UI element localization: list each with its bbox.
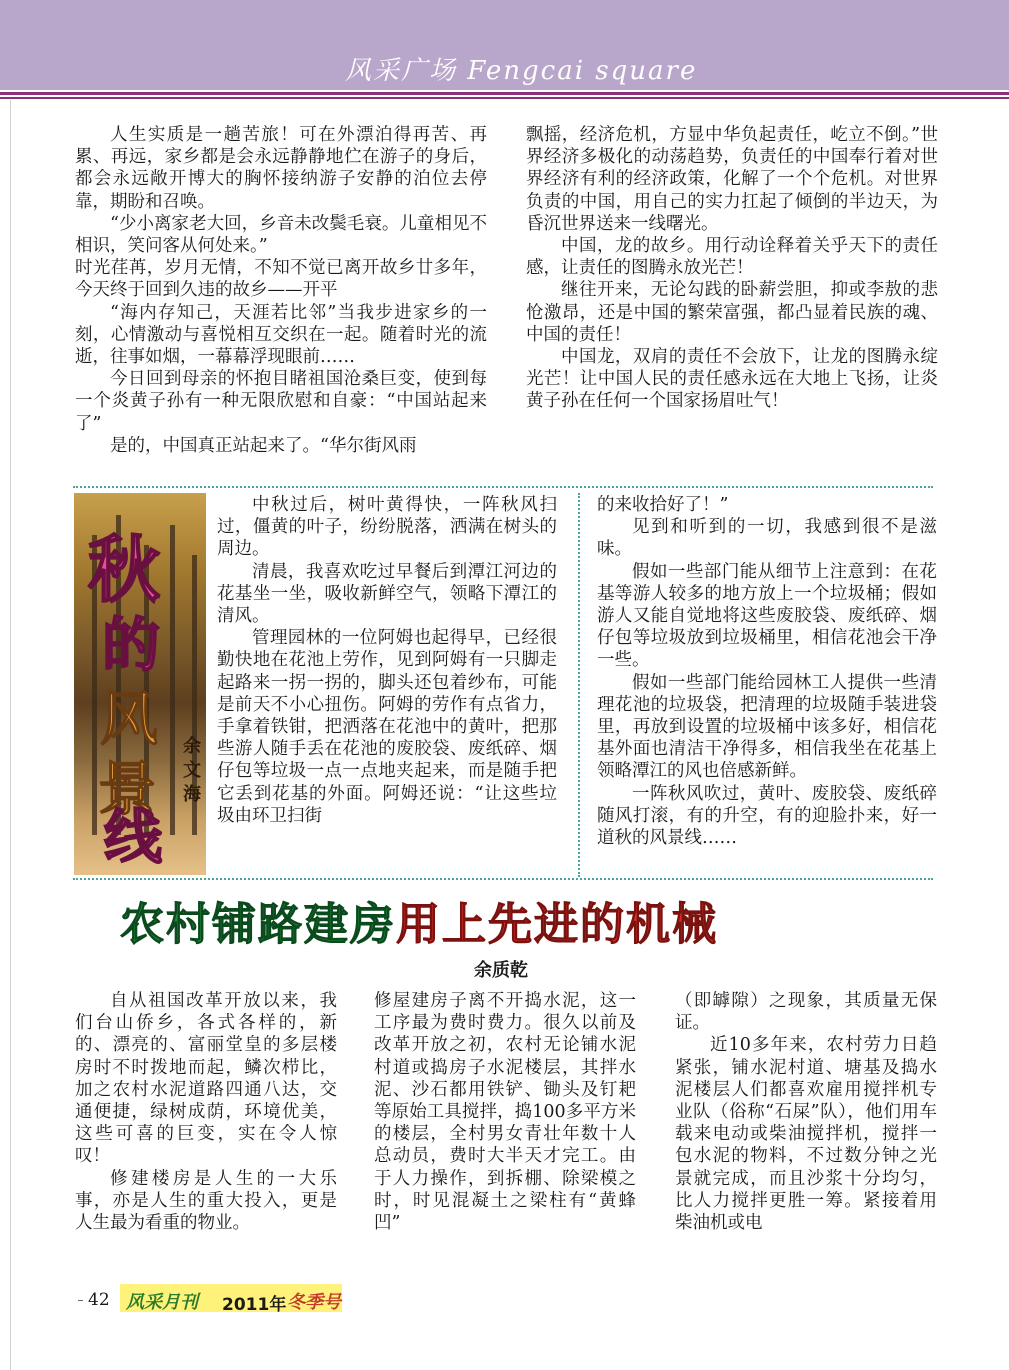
article3-headline	[120, 888, 718, 952]
article1-right-column	[526, 124, 938, 413]
article2-left-column	[217, 494, 557, 827]
paragraph: 修屋建房子离不开捣水泥，这一工序最为费时费力。很久以前及改革开放之初，农村无论铺水泥村道或捣房子水泥楼层，其拌水泥、沙石都用铁铲、锄头及钉耙等原始工具搅拌，捣100多平方米的楼层，全村男女青壮年数十人总动员，费时大半天才完工。由于人力操作，到拆棚、除梁模之时，时见混凝土之梁柱有“黄蜂凹”	[374, 991, 636, 1234]
paragraph: 今日回到母亲的怀抱目睹祖国沧桑巨变，使到每一个炎黄子孙有一种无限欣慰和自豪：“中国站起来了”	[75, 369, 487, 434]
paragraph: 时光荏苒，岁月无情，不知不觉已离开故乡廿多年，今天终于回到久违的故乡——开平	[75, 258, 487, 301]
article3-column-3	[675, 990, 937, 1234]
paragraph: 清晨，我喜欢吃过早餐后到潭江河边的花基坐一坐，吸收新鲜空气，领略下潭江的清风。	[217, 561, 557, 627]
article2-title-char: 线	[104, 803, 163, 871]
article3-column-2	[374, 990, 636, 1234]
paragraph: 中国，龙的故乡。用行动诠释着关乎天下的责任感，让责任的图腾永放光芒！	[526, 236, 938, 279]
paragraph: 近10多年来，农村劳力日趋紧张，铺水泥村道、塘基及捣水泥楼层人们都喜欢雇用搅拌机专业队（俗称“石屎”队），他们用车载来电动或柴油搅拌机，搅拌一包水泥的物料，不过数分钟之光景就完成，而且沙浆十分均匀，比人力搅拌更胜一筹。紧接着用柴油机或电	[675, 1035, 937, 1234]
article2-title-char: 秋	[88, 527, 161, 612]
paragraph: （即罅隙）之现象，其质量无保证。	[675, 991, 937, 1034]
paragraph: 管理园林的一位阿姆也起得早，已经很勤快地在花池上劳作，见到阿姆有一只脚走起路来一拐一拐的，脚头还包着纱布，可能是前天不小心扭伤。阿姆的劳作有点省力，手拿着铁钳，把洒落在花池中的黄叶，把那些游人随手丢在花池的废胶袋、废纸碎、烟仔包等垃圾一点一点地夹起来，而是随手把它丢到花基的外面。阿姆还说：“让这些垃圾由环卫扫街	[217, 628, 557, 826]
section-divider	[73, 486, 933, 488]
header-divider	[0, 92, 1009, 95]
paragraph: 修建楼房是人生的一大乐事，亦是人生的重大投入，更是人生最为看重的物业。	[75, 1168, 337, 1234]
paragraph: “海内存知己，天涯若比邻”当我步进家乡的一刻，心情激动与喜悦相互交织在一起。随着时光的流逝，往事如烟，一幕幕浮现眼前……	[75, 302, 487, 368]
page-number: 42	[88, 1290, 110, 1310]
paragraph: 一阵秋风吹过，黄叶、废胶袋、废纸碎随风打滚，有的升空，有的迎脸扑来，好一道秋的风景线……	[597, 783, 937, 849]
paragraph: 假如一些部门能从细节上注意到：在花基等游人较多的地方放上一个垃圾桶；假如游人又能自觉地将这些废胶袋、废纸碎、烟仔包等垃圾放到垃圾桶里，相信花池会干净一些。	[597, 561, 937, 671]
paragraph: 见到和听到的一切，我感到很不是滋味。	[597, 517, 937, 560]
article3-author: 余质乾	[474, 960, 528, 981]
article2-title-char: 风	[100, 685, 159, 753]
magazine-name: 风采月刊	[126, 1292, 198, 1313]
paragraph: 人生实质是一趟苦旅！可在外漂泊得再苦、再累、再远，家乡都是会永远静静地伫在游子的身后，都会永远敞开博大的胸怀接纳游子安静的泊位去停靠，期盼和召唤。	[75, 125, 487, 212]
paragraph: 自从祖国改革开放以来，我们台山侨乡，各式各样的，新的、漂亮的、富丽堂皇的多层楼房时不时拨地而起，鳞次栉比，加之农村水泥道路四通八达，交通便捷，绿树成荫，环境优美，这些可喜的巨变，实在令人惊叹！	[75, 991, 337, 1167]
issue-year: 2011年	[222, 1295, 287, 1315]
article2-right-column	[597, 494, 937, 849]
paragraph: 中国龙，双肩的责任不会放下，让龙的图腾永绽光芒！让中国人民的责任感永远在大地上飞扬，让炎黄子孙在任何一个国家扬眉吐气！	[526, 347, 938, 412]
paragraph: 是的，中国真正站起来了。“华尔街风雨	[110, 435, 417, 456]
article2-title-char: 景	[98, 755, 157, 823]
paragraph: 的来收拾好了！”	[597, 495, 729, 515]
headline-part2: 用上先进的机械	[396, 899, 718, 950]
issue-season: 冬季号	[287, 1292, 341, 1313]
footer-rule	[78, 1300, 83, 1301]
article3-column-1	[75, 990, 337, 1234]
headline-part1: 农村铺路建房	[120, 899, 396, 950]
section-divider	[73, 878, 933, 880]
article1-left-column	[75, 124, 487, 457]
paragraph: 假如一些部门能给园林工人提供一些清理花池的垃圾袋，把清理的垃圾随手装进袋里，再放到设置的垃圾桶中该多好，相信花基外面也清洁干净得多，相信我坐在花基上领略潭江的风也倍感新鲜。	[597, 672, 937, 782]
paragraph: 继往开来，无论勾践的卧薪尝胆，抑或李敖的悲怆激昂，还是中国的繁荣富强，都凸显着民族的魂、中国的责任！	[526, 280, 938, 345]
column-divider	[578, 493, 580, 877]
section-title: 风采广场 Fengcai square	[345, 56, 698, 86]
page-margin-line	[10, 100, 11, 1370]
paragraph: “少小离家老大回，乡音未改鬓毛衰。儿童相见不相识，笑问客从何处来。”	[75, 213, 487, 257]
header-divider-thin	[0, 97, 1009, 99]
paragraph: 中秋过后，树叶黄得快，一阵秋风扫过，僵黄的叶子，纷纷脱落，洒满在树头的周边。	[217, 495, 557, 560]
article2-title-char: 的	[102, 611, 161, 679]
paragraph: 飘摇，经济危机，方显中华负起责任，屹立不倒。”世界经济多极化的动荡趋势，负责任的中国奉行着对世界经济有利的经济政策，化解了一个个危机。对世界负责的中国，用自己的实力扛起了倾倒的半边天，为昏沉世界送来一线曙光。	[526, 125, 938, 234]
article2-author: 余 文 海	[183, 736, 201, 805]
